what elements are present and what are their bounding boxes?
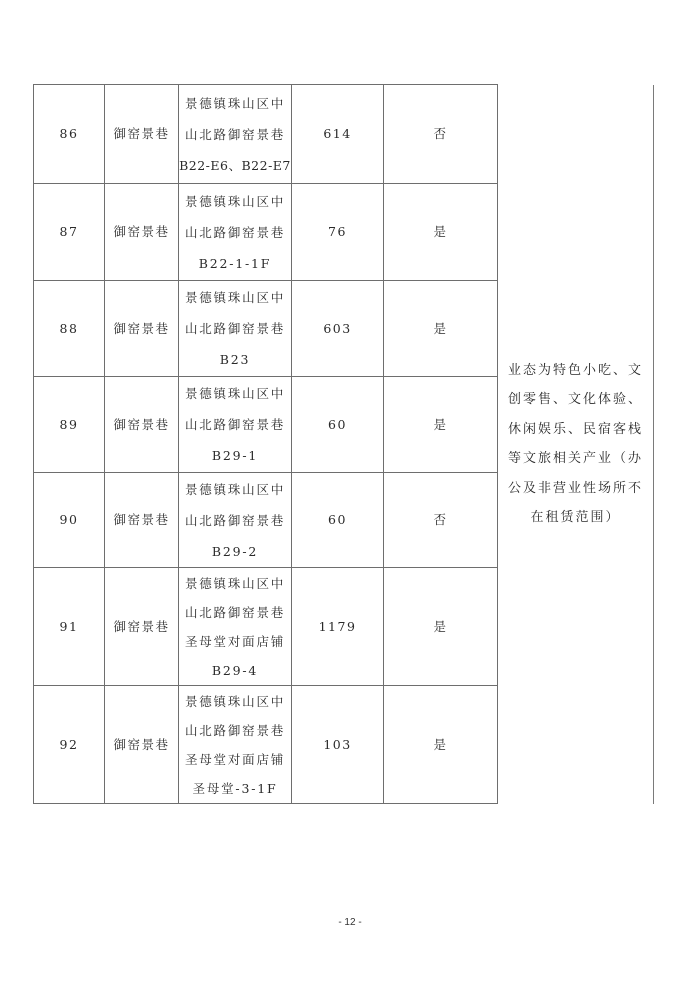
row-number: 91 — [34, 568, 105, 686]
address-line: B23 — [219, 352, 251, 367]
property-flag: 是 — [384, 184, 498, 281]
property-name: 御窑景巷 — [105, 568, 179, 686]
table-row — [34, 85, 654, 184]
address-line: 圣母堂-3-1F — [192, 780, 278, 796]
address-line: 山北路御窑景巷 — [184, 224, 286, 240]
address-line: 山北路御窑景巷 — [184, 512, 286, 528]
property-area: 60 — [292, 377, 384, 473]
property-flag: 否 — [384, 473, 498, 568]
address-line: 景德镇珠山区中 — [184, 290, 286, 305]
address-line: 景德镇珠山区中 — [184, 693, 286, 709]
usage-remark-text: 业态为特色小吃、文创零售、文化体验、休闲娱乐、民宿客栈等文旅相关产业（办公及非营业性场所不在租赁范围） — [508, 362, 644, 525]
property-address — [179, 473, 292, 568]
row-number: 87 — [34, 184, 105, 281]
property-area: 1179 — [292, 568, 384, 686]
property-name: 御窑景巷 — [105, 377, 179, 473]
property-area: 603 — [292, 281, 384, 377]
property-table — [33, 84, 654, 804]
property-address — [179, 377, 292, 473]
address-line: 山北路御窑景巷 — [184, 722, 286, 738]
address-line: B29-2 — [211, 543, 259, 559]
property-flag: 是 — [384, 281, 498, 377]
address-line: B29-1 — [211, 448, 259, 463]
property-address — [179, 568, 292, 686]
property-area: 103 — [292, 686, 384, 804]
property-name: 御窑景巷 — [105, 85, 179, 184]
property-area: 60 — [292, 473, 384, 568]
property-flag: 是 — [384, 568, 498, 686]
property-flag: 是 — [384, 686, 498, 804]
property-area: 76 — [292, 184, 384, 281]
address-line: B22-1-1F — [198, 255, 272, 271]
address-line: 山北路御窑景巷 — [184, 604, 286, 620]
row-number: 86 — [34, 85, 105, 184]
address-line: 山北路御窑景巷 — [184, 126, 286, 142]
address-line: 圣母堂对面店铺 — [184, 633, 286, 649]
address-line: B29-4 — [211, 662, 259, 678]
row-number: 92 — [34, 686, 105, 804]
property-address — [179, 184, 292, 281]
address-line: 圣母堂对面店铺 — [184, 751, 286, 767]
property-name: 御窑景巷 — [105, 473, 179, 568]
property-name: 御窑景巷 — [105, 686, 179, 804]
property-address — [179, 85, 292, 184]
page-number: - 12 - — [338, 917, 362, 928]
property-flag: 是 — [384, 377, 498, 473]
property-address — [179, 686, 292, 804]
property-name: 御窑景巷 — [105, 281, 179, 377]
property-area: 614 — [292, 85, 384, 184]
usage-remark — [498, 85, 654, 804]
address-line: 景德镇珠山区中 — [184, 193, 286, 209]
property-address — [179, 281, 292, 377]
property-flag: 否 — [384, 85, 498, 184]
address-line: 山北路御窑景巷 — [184, 321, 286, 336]
address-line: 景德镇珠山区中 — [184, 386, 286, 401]
property-name: 御窑景巷 — [105, 184, 179, 281]
address-line: 景德镇珠山区中 — [184, 481, 286, 497]
address-line: 山北路御窑景巷 — [184, 417, 286, 432]
address-line: B22-E6、B22-E7 — [179, 157, 291, 173]
row-number: 90 — [34, 473, 105, 568]
row-number: 89 — [34, 377, 105, 473]
address-line: 景德镇珠山区中 — [184, 575, 286, 591]
address-line: 景德镇珠山区中 — [184, 95, 286, 111]
row-number: 88 — [34, 281, 105, 377]
